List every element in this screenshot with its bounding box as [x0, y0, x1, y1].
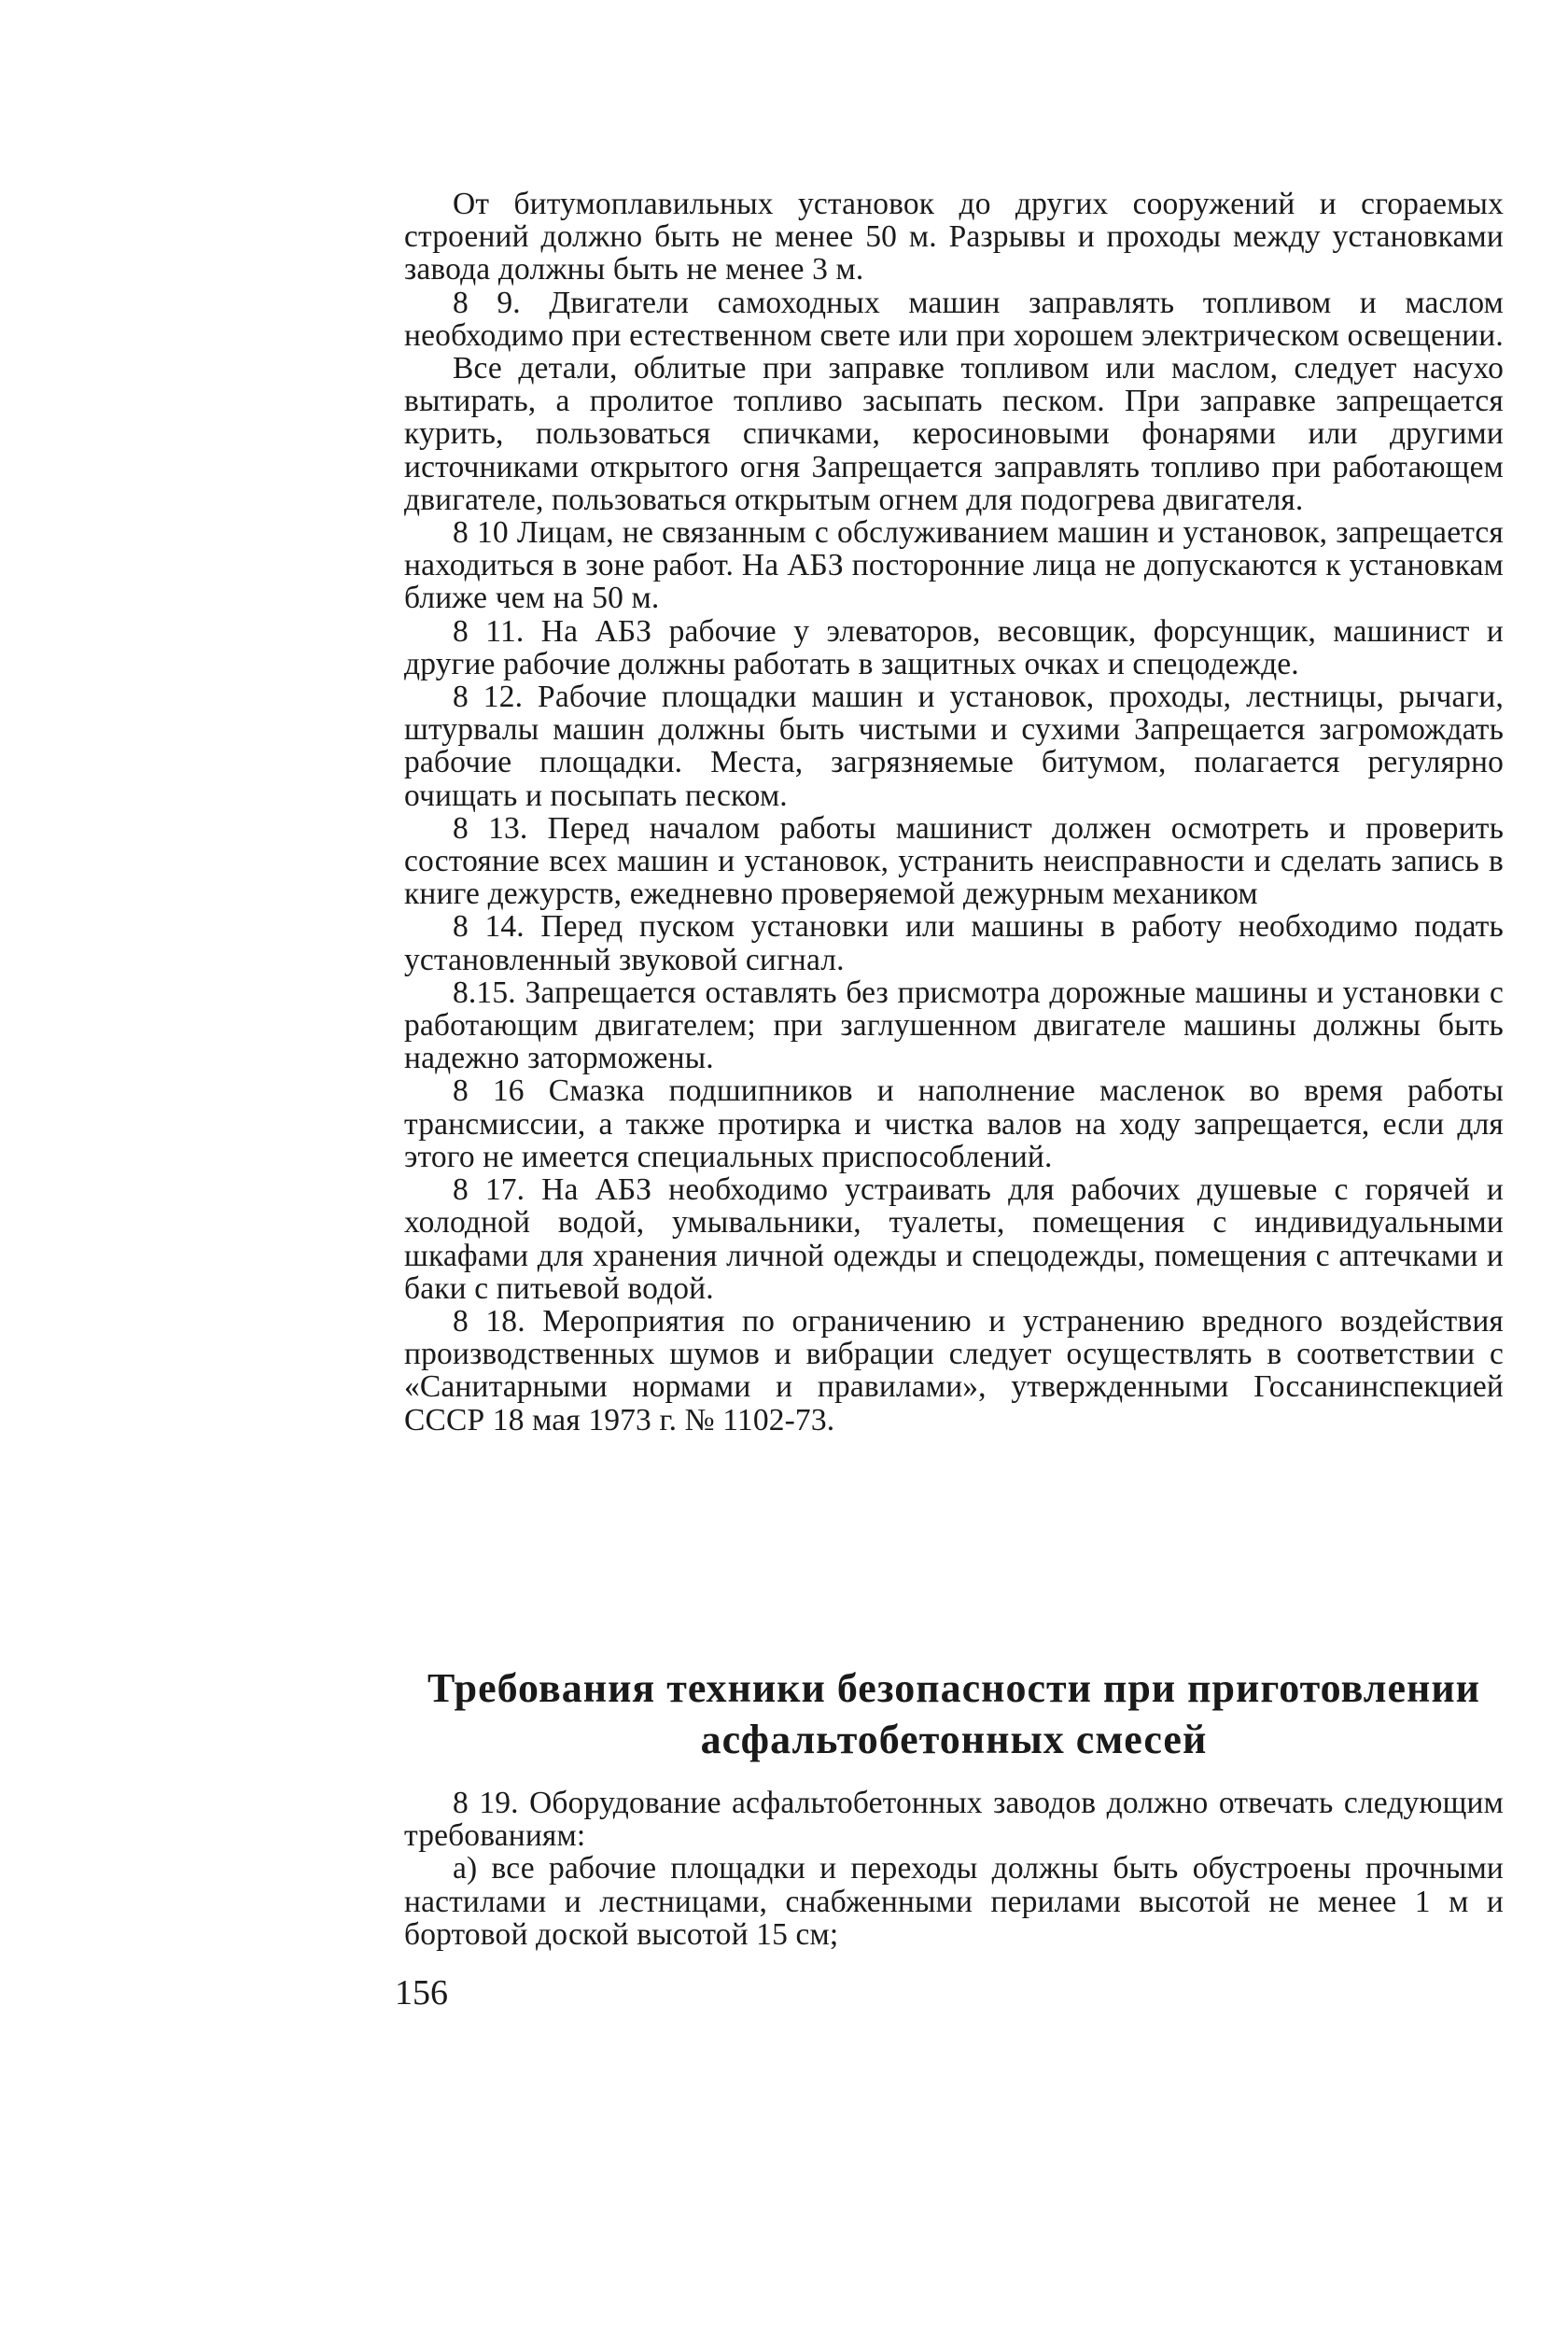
paragraph-8-9: 8 9. Двигатели самоходных машин заправлять топливом и маслом необходимо при естественном свете или при хорошем электрическом освещении.: [404, 285, 1504, 353]
paragraph-8-15: 8.15. Запрещается оставлять без присмотра дорожные машины и установки с работающим двигателем; при заглушенном двигателе машины должны быть надежно заторможены.: [404, 975, 1504, 1076]
paragraph-8-13: 8 13. Перед началом работы машинист должен осмотреть и проверить состояние всех машин и установок, устранить неисправности и сделать запись в книге дежурств, ежедневно проверяемой дежурным механиком: [404, 810, 1504, 912]
page-number: 156: [395, 1973, 448, 2012]
paragraph-8-12: 8 12. Рабочие площадки машин и установок, проходы, лестницы, рычаги, штурвалы машин должны быть чистыми и сухими Запрещается загромождать рабочие площадки. Места, загрязняемые битумом, полагается регулярно очищать и посыпать песком.: [404, 680, 1504, 813]
paragraph-8-14: 8 14. Перед пуском установки или машины в работу необходимо подать установленный звуковой сигнал.: [404, 909, 1504, 977]
section-heading: Требования техники безопасности при приготовлении асфальтобетонных смесей: [427, 1665, 1481, 1762]
paragraph-8-11: 8 11. На АБЗ рабочие у элеваторов, весовщик, форсунщик, машинист и другие рабочие должны работать в защитных очках и спецодежде.: [404, 613, 1504, 681]
paragraph-refueling-rules: Все детали, облитые при заправке топливом или маслом, следует насухо вытирать, а пролитое топливо засыпать песком. При заправке запрещается курить, пользоваться спичками, керосиновыми фонарями или другими источниками открытого огня Запрещается заправлять топливо при работающем двигателе, пользоваться открытым огнем для подогрева двигателя.: [404, 351, 1504, 517]
paragraph-distance-rules: От битумоплавильных установок до других сооружений и сгораемых строений должно быть не менее 50 м. Разрывы и проходы между установками завода должны быть не менее 3 м.: [404, 187, 1504, 287]
paragraph-8-16: 8 16 Смазка подшипников и наполнение масленок во время работы трансмиссии, а также протирка и чистка валов на ходу запрещается, если для этого не имеется специальных приспособлений.: [404, 1073, 1504, 1174]
paragraph-8-19-a: а) все рабочие площадки и переходы должны быть обустроены прочными настилами и лестницами, снабженными перилами высотой не менее 1 м и бортовой доской высотой 15 см;: [404, 1851, 1504, 1952]
paragraph-8-10: 8 10 Лицам, не связанным с обслуживанием машин и установок, запрещается находиться в зоне работ. На АБЗ посторонние лица не допускаются к установкам ближе чем на 50 м.: [404, 515, 1504, 616]
body-text-bottom: [404, 1787, 1504, 1951]
paragraph-8-18: 8 18. Мероприятия по ограничению и устранению вредного воздействия производственных шумов и вибрации следует осуществлять в соответствии с «Санитарными нормами и правилами», утвержденными Госсанинспекцией СССР 18 мая 1973 г. № 1102-73.: [404, 1303, 1504, 1437]
body-text-top: [404, 188, 1504, 1437]
paragraph-8-19: 8 19. Оборудование асфальтобетонных заводов должно отвечать следующим требованиям:: [404, 1786, 1504, 1854]
paragraph-8-17: 8 17. На АБЗ необходимо устраивать для рабочих душевые с горячей и холодной водой, умывальники, туалеты, помещения с индивидуальными шкафами для хранения личной одежды и спецодежды, помещения с аптечками и баки с питьевой водой.: [404, 1172, 1504, 1306]
